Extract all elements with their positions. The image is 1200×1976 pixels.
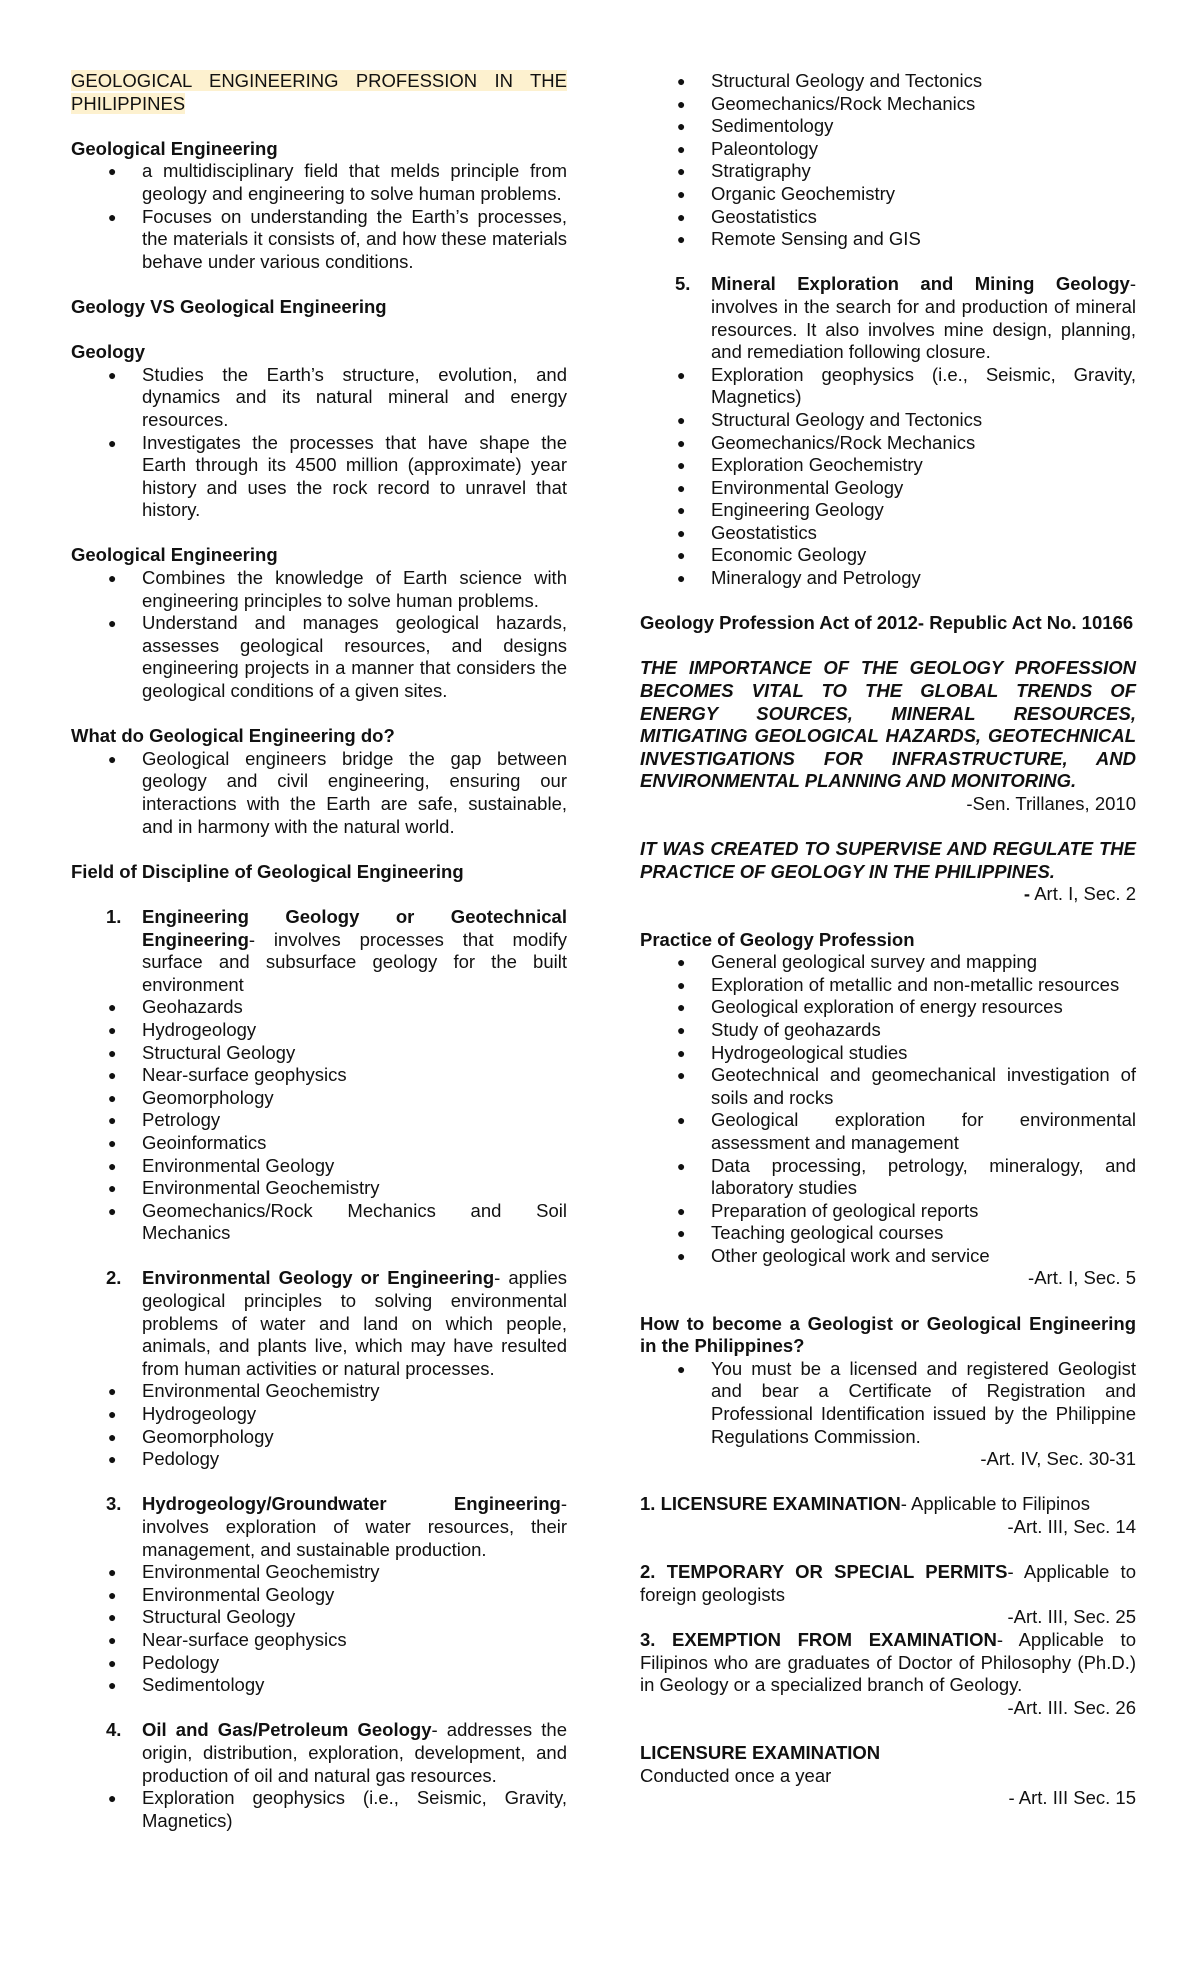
field-3-list (71, 1561, 567, 1697)
field-number: 4. (106, 1719, 122, 1741)
field-number: 5. (675, 273, 691, 295)
field-item-5 (640, 273, 1136, 363)
field-description: - involves in the search for and production of mineral resources. It also involves mine design, planning, and remediation following closure. (711, 273, 1136, 363)
list-item: ● Remote Sensing and GIS (640, 228, 1136, 251)
field-name: Mineral Exploration and Mining Geology (711, 273, 1130, 295)
list-item: ● Pedology (71, 1652, 567, 1675)
licensure-exam-reference: - Art. III Sec. 15 (1008, 1787, 1136, 1809)
list-item: ● Structural Geology and Tectonics (640, 70, 1136, 93)
list-item: ● a multidisciplinary field that melds principle from geology and engineering to solve human problems. (71, 160, 567, 205)
quote-created: IT WAS CREATED TO SUPERVISE AND REGULATE THE PRACTICE OF GEOLOGY IN THE PHILIPPINES. (640, 838, 1136, 882)
path-title: 1. LICENSURE EXAMINATION (640, 1493, 901, 1515)
what-bullet-list (71, 748, 567, 838)
field-number: 3. (106, 1493, 122, 1515)
field-4-list (71, 1787, 567, 1832)
path-temporary-permits (640, 1561, 1136, 1606)
list-item: ● Combines the knowledge of Earth science with engineering principles to solve human problems. (71, 567, 567, 612)
path-text: - Applicable to Filipinos (900, 1493, 1090, 1515)
field-number: 1. (106, 905, 122, 927)
section-heading-how-to-become: How to become a Geologist or Geological Engineering in the Philippines? (640, 1312, 1136, 1357)
field-4-list-continued (640, 70, 1136, 251)
list-item: ● Focuses on understanding the Earth’s processes, the materials it consists of, and how these materials behave under various conditions. (71, 206, 567, 274)
reference-text: Art. I, Sec. 2 (1030, 883, 1136, 905)
list-item: ● Geohazards (71, 996, 567, 1019)
list-item: ● Geomorphology (71, 1426, 567, 1449)
list-item: ● Structural Geology and Tectonics (640, 409, 1136, 432)
list-item: ● Near-surface geophysics (71, 1629, 567, 1652)
section-heading-practice: Practice of Geology Profession (640, 928, 915, 950)
section-heading-act: Geology Profession Act of 2012- Republic Act No. 10166 (640, 612, 1134, 634)
list-item: ● Hydrogeology (71, 1403, 567, 1426)
field-item-1 (71, 906, 567, 996)
list-item: ● Geomechanics/Rock Mechanics and Soil Mechanics (71, 1200, 567, 1245)
path-exemption (640, 1629, 1136, 1697)
path-temporary-permits-reference: -Art. III, Sec. 25 (1007, 1606, 1136, 1628)
list-item: ● Geological exploration for environmental assessment and management (640, 1109, 1136, 1154)
list-item: ● Organic Geochemistry (640, 183, 1136, 206)
section-heading-geology: Geology (71, 341, 146, 363)
quote-importance-reference: -Sen. Trillanes, 2010 (966, 793, 1136, 814)
list-item: ● Environmental Geochemistry (71, 1561, 567, 1584)
field-name: Engineering Geology or Geotechnical Engineering (142, 905, 567, 950)
section-heading-vs: Geology VS Geological Engineering (71, 295, 387, 317)
path-text: - Applicable to foreign geologists (640, 1561, 1136, 1605)
list-item: ● Geomorphology (71, 1087, 567, 1110)
list-item: ● Geostatistics (640, 206, 1136, 229)
list-item: ● Study of geohazards (640, 1019, 1136, 1042)
list-item: ● Other geological work and service (640, 1245, 1136, 1268)
list-item: ● Structural Geology (71, 1606, 567, 1629)
practice-list (640, 951, 1136, 1267)
field-item-2 (71, 1267, 567, 1380)
list-item: ● Paleontology (640, 138, 1136, 161)
field-name: Oil and Gas/Petroleum Geology (142, 1719, 432, 1741)
reference-dash: - (1023, 883, 1031, 905)
ge-bullet-list (71, 160, 567, 273)
field-1-list (71, 996, 567, 1245)
path-title: 2. TEMPORARY OR SPECIAL PERMITS (640, 1561, 1008, 1583)
ge2-bullet-list (71, 567, 567, 703)
how-list (640, 1358, 1136, 1448)
path-licensure-reference: -Art. III, Sec. 14 (1007, 1516, 1136, 1537)
list-item: ● Sedimentology (71, 1674, 567, 1697)
document-title: GEOLOGICAL ENGINEERING PROFESSION IN THE PHILIPPINES (71, 70, 567, 114)
field-item-4 (71, 1719, 567, 1787)
list-item: ● Petrology (71, 1109, 567, 1132)
list-item: ● Exploration Geochemistry (640, 454, 1136, 477)
list-item: ● Environmental Geology (71, 1584, 567, 1607)
list-item: ● Stratigraphy (640, 160, 1136, 183)
left-column (71, 70, 567, 1832)
list-item: ● Studies the Earth’s structure, evolution, and dynamics and its natural mineral and energy resources. (71, 364, 567, 432)
field-item-3 (71, 1493, 567, 1561)
list-item: ● Structural Geology (71, 1042, 567, 1065)
geology-bullet-list (71, 364, 567, 522)
right-column (640, 70, 1136, 1810)
list-item: ● Geological engineers bridge the gap between geology and civil engineering, ensuring our interactions with the Earth are safe, sustainable, and in harmony with the natural world. (71, 748, 567, 838)
licensure-exam-text: Conducted once a year (640, 1764, 832, 1786)
list-item: ● Geological exploration of energy resources (640, 996, 1136, 1019)
how-reference: -Art. IV, Sec. 30-31 (980, 1448, 1136, 1470)
field-description: - addresses the origin, distribution, exploration, development, and production of oil and natural gas resources. (142, 1719, 567, 1786)
section-heading-field-of-discipline: Field of Discipline of Geological Engineering (71, 860, 464, 882)
list-item: ● Geostatistics (640, 522, 1136, 545)
list-item: ● Geoinformatics (71, 1132, 567, 1155)
list-item: ● You must be a licensed and registered Geologist and bear a Certificate of Registration and Professional Identification issued by the Philippine Regulations Commission. (640, 1358, 1136, 1448)
path-licensure (640, 1493, 1136, 1516)
field-name: Hydrogeology/Groundwater Engineering (142, 1493, 561, 1515)
practice-reference: -Art. I, Sec. 5 (1028, 1267, 1136, 1289)
list-item: ● Environmental Geology (71, 1155, 567, 1178)
quote-created-reference (640, 883, 1136, 906)
field-description: - applies geological principles to solving environmental problems of water and land on which people, animals, and plants live, which may have resulted from human activities or natural processes. (142, 1267, 568, 1379)
list-item: ● Understand and manages geological hazards, assesses geological resources, and designs engineering projects in a manner that considers the geological conditions of a given sites. (71, 612, 567, 702)
quote-importance: THE IMPORTANCE OF THE GEOLOGY PROFESSION BECOMES VITAL TO THE GLOBAL TRENDS OF ENERGY SOURCES, MINERAL RESOURCES, MITIGATING GEOLOGICAL HAZARDS, GEOTECHNICAL INVESTIGATIONS FOR INFRASTRUCTURE, AND ENVIRONMENTAL PLANNING AND MONITORING. (640, 657, 1136, 792)
list-item: ● Sedimentology (640, 115, 1136, 138)
section-heading-geological-engineering: Geological Engineering (71, 137, 278, 159)
field-number: 2. (106, 1267, 122, 1289)
field-description: - involves processes that modify surface and subsurface geology for the built environment (142, 928, 567, 995)
field-description: - involves exploration of water resources, their management, and sustainable production. (142, 1493, 567, 1560)
list-item: ● Data processing, petrology, mineralogy, and laboratory studies (640, 1155, 1136, 1200)
path-text: - Applicable to Filipinos who are graduates of Doctor of Philosophy (Ph.D.) in Geology or a specialized branch of Geology. (640, 1628, 1136, 1696)
list-item: ● Pedology (71, 1448, 567, 1471)
list-item: ● Preparation of geological reports (640, 1200, 1136, 1223)
list-item: ● Environmental Geochemistry (71, 1380, 567, 1403)
list-item: ● Mineralogy and Petrology (640, 567, 1136, 590)
document-title-block (71, 70, 567, 115)
field-2-list (71, 1380, 567, 1470)
list-item: ● Near-surface geophysics (71, 1064, 567, 1087)
section-heading-licensure-exam: LICENSURE EXAMINATION (640, 1741, 881, 1763)
field-5-list (640, 364, 1136, 590)
list-item: ● Investigates the processes that have shape the Earth through its 4500 million (approximate) year history and uses the rock record to unravel that history. (71, 432, 567, 522)
list-item: ● Engineering Geology (640, 499, 1136, 522)
path-title: 3. EXEMPTION FROM EXAMINATION (640, 1628, 997, 1650)
path-exemption-reference: -Art. III. Sec. 26 (1007, 1696, 1136, 1718)
list-item: ● Economic Geology (640, 544, 1136, 567)
list-item: ● Hydrogeology (71, 1019, 567, 1042)
list-item: ● Geotechnical and geomechanical investigation of soils and rocks (640, 1064, 1136, 1109)
section-heading-what-do: What do Geological Engineering do? (71, 725, 395, 747)
list-item: ● Exploration of metallic and non-metallic resources (640, 974, 1136, 997)
list-item: ● Exploration geophysics (i.e., Seismic, Gravity, Magnetics) (71, 1787, 567, 1832)
list-item: ● Exploration geophysics (i.e., Seismic, Gravity, Magnetics) (640, 364, 1136, 409)
field-name: Environmental Geology or Engineering (142, 1267, 495, 1289)
list-item: ● Geomechanics/Rock Mechanics (640, 93, 1136, 116)
list-item: ● Teaching geological courses (640, 1222, 1136, 1245)
list-item: ● General geological survey and mapping (640, 951, 1136, 974)
list-item: ● Hydrogeological studies (640, 1042, 1136, 1065)
list-item: ● Environmental Geology (640, 477, 1136, 500)
list-item: ● Geomechanics/Rock Mechanics (640, 432, 1136, 455)
list-item: ● Environmental Geochemistry (71, 1177, 567, 1200)
section-heading-geological-engineering-2: Geological Engineering (71, 544, 278, 566)
